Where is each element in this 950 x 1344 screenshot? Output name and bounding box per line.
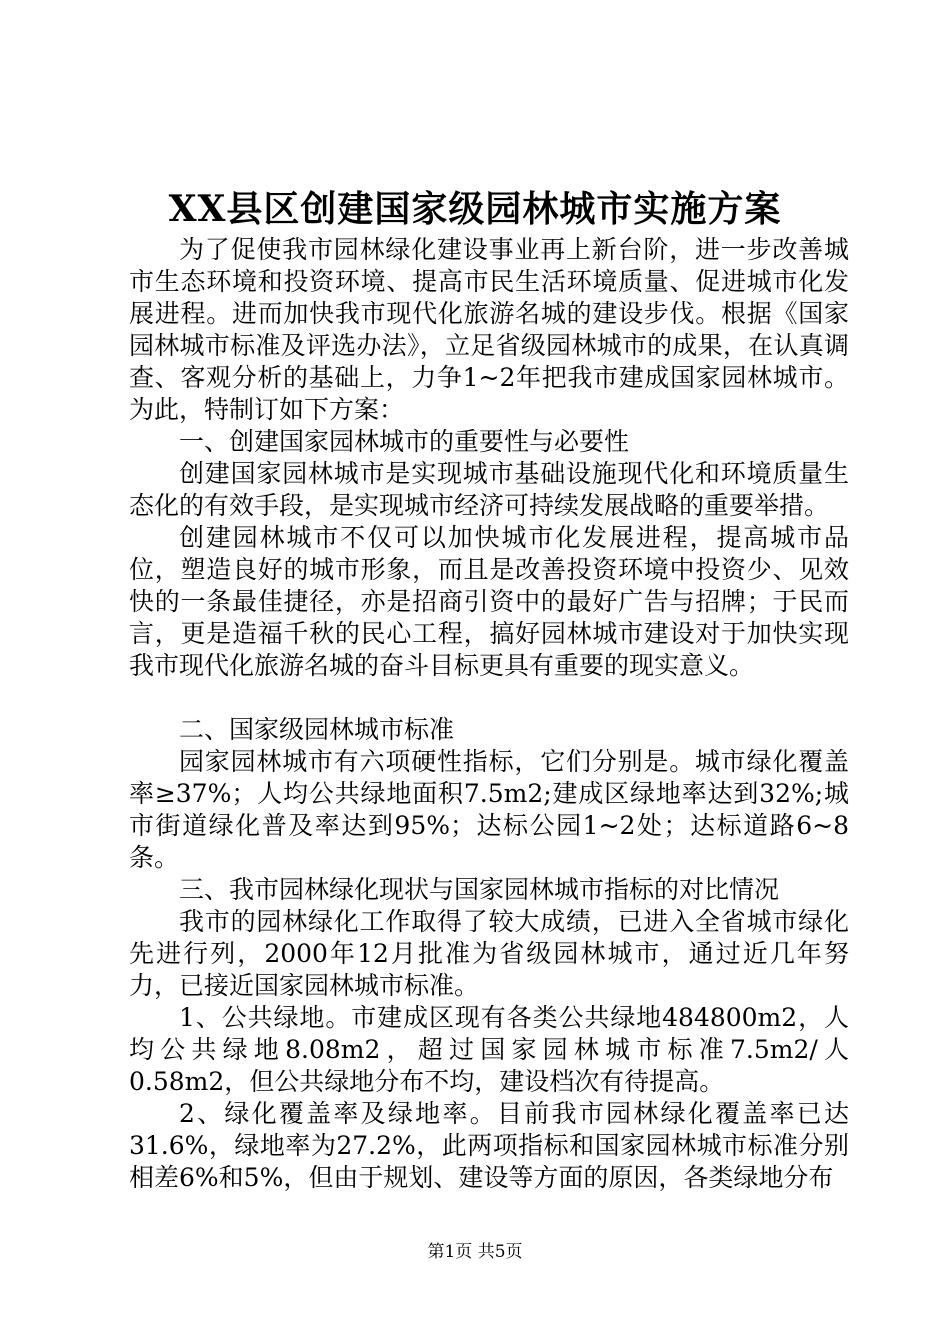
paragraph-spacer [129, 682, 849, 714]
paragraph: 创建园林城市不仅可以加快城市化发展进程，提高城市品位，塑造良好的城市形象，而且是改善投资环境中投资少、见效快的一条最佳捷径，亦是招商引资中的最好广告与招牌；于民而言，更是造福千秋的民心工程，搞好园林城市建设对于加快实现我市现代化旅游名城的奋斗目标更具有重要的现实意义。 [129, 523, 849, 680]
paragraph: 1、公共绿地。市建成区现有各类公共绿地484800m2，人均公共绿地8.08m2，超过国家园林城市标准7.5m2/人0.58m2，但公共绿地分布不均，建设档次有待提高。 [129, 1003, 849, 1096]
paragraph: 园家园林城市有六项硬性指标，它们分别是。城市绿化覆盖率≥37%；人均公共绿地面积7.5m2;建成区绿地率达到32%;城市街道绿化普及率达到95%；达标公园1~2处；达标道路6~8条。 [129, 747, 849, 872]
document-body [129, 234, 849, 1194]
paragraph: 我市的园林绿化工作取得了较大成绩，已进入全省城市绿化先进行列，2000年12月批准为省级园林城市，通过近几年努力，已接近国家园林城市标准。 [129, 907, 849, 1000]
section-heading-2: 二、国家级园林城市标准 [179, 715, 455, 744]
section-heading-1: 一、创建国家园林城市的重要性与必要性 [179, 427, 630, 456]
document-title: XX县区创建国家级园林城市实施方案 [168, 188, 782, 230]
paragraph: 2、绿化覆盖率及绿地率。目前我市园林绿化覆盖率已达31.6%，绿地率为27.2%，此两项指标和国家园林城市标准分别相差6%和5%，但由于规划、建设等方面的原因，各类绿地分布 [129, 1099, 849, 1192]
paragraph: 创建国家园林城市是实现城市基础设施现代化和环境质量生态化的有效手段，是实现城市经济可持续发展战略的重要举措。 [129, 459, 849, 520]
page-number: 第1页 共5页 [427, 1242, 523, 1262]
section-heading-3: 三、我市园林绿化现状与国家园林城市指标的对比情况 [179, 875, 780, 904]
intro-paragraph: 为了促使我市园林绿化建设事业再上新台阶，进一步改善城市生态环境和投资环境、提高市民生活环境质量、促进城市化发展进程。进而加快我市现代化旅游名城的建设步伐。根据《国家园林城市标准及评选办法》，立足省级园林城市的成果，在认真调查、客观分析的基础上，力争1~2年把我市建成国家园林城市。为此，特制订如下方案： [129, 235, 849, 424]
